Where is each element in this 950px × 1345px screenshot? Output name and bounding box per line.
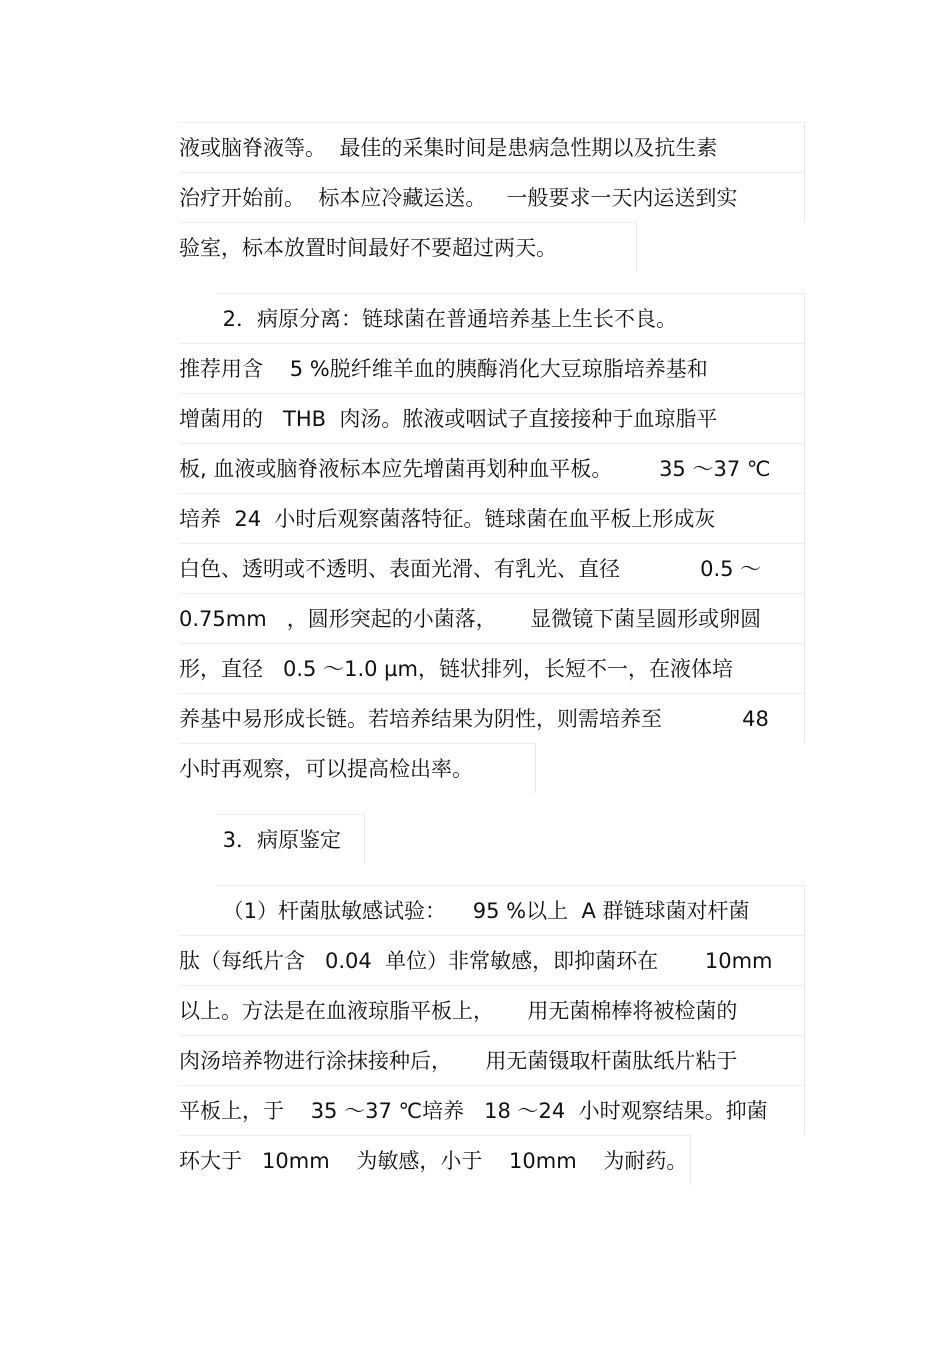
text-line: 验室，标本放置时间最好不要超过两天。	[179, 222, 637, 272]
text-line: 以上。方法是在血液琼脂平板上， 用无菌棉棒将被检菌的	[179, 985, 805, 1035]
text-line: 平板上，于 35 ～37 ℃培养 18 ～24 小时观察结果。抑菌	[179, 1085, 805, 1135]
text-line: 形，直径 0.5 ～1.0 µm，链状排列，长短不一，在液体培	[179, 643, 805, 693]
text-line: 推荐用含 5 %脱纤维羊血的胰酶消化大豆琼脂培养基和	[179, 343, 805, 393]
text-line: 环大于 10mm 为敏感，小于 10mm 为耐药。	[179, 1135, 691, 1185]
section-heading: 3．病原鉴定	[216, 814, 365, 864]
text-line: 培养 24 小时后观察菌落特征。链球菌在血平板上形成灰	[179, 493, 805, 543]
text-line: 白色、透明或不透明、表面光滑、有乳光、直径 0.5 ～	[179, 543, 805, 593]
text-line: 小时再观察，可以提高检出率。	[179, 743, 536, 793]
text-line: 板, 血液或脑脊液标本应先增菌再划种血平板。 35 ～37 ℃	[179, 443, 805, 493]
text-line: 肽（每纸片含 0.04 单位）非常敏感，即抑菌环在 10mm	[179, 935, 805, 985]
subsection-heading-text-line: （1）杆菌肽敏感试验： 95 %以上 A 群链球菌对杆菌	[216, 885, 805, 935]
text-line: 增菌用的 THB 肉汤。脓液或咽试子直接接种于血琼脂平	[179, 393, 805, 443]
text-line: 肉汤培养物进行涂抹接种后， 用无菌镊取杆菌肽纸片粘于	[179, 1035, 805, 1085]
section-heading-text-line: 2．病原分离：链球菌在普通培养基上生长不良。	[216, 293, 805, 343]
text-line: 液或脑脊液等。 最佳的采集时间是患病急性期以及抗生素	[179, 122, 805, 172]
text-line: 治疗开始前。 标本应冷藏运送。 一般要求一天内运送到实	[179, 172, 805, 222]
text-line: 0.75mm ，圆形突起的小菌落， 显微镜下菌呈圆形或卵圆	[179, 593, 805, 643]
text-line: 养基中易形成长链。若培养结果为阴性，则需培养至 48	[179, 693, 805, 743]
